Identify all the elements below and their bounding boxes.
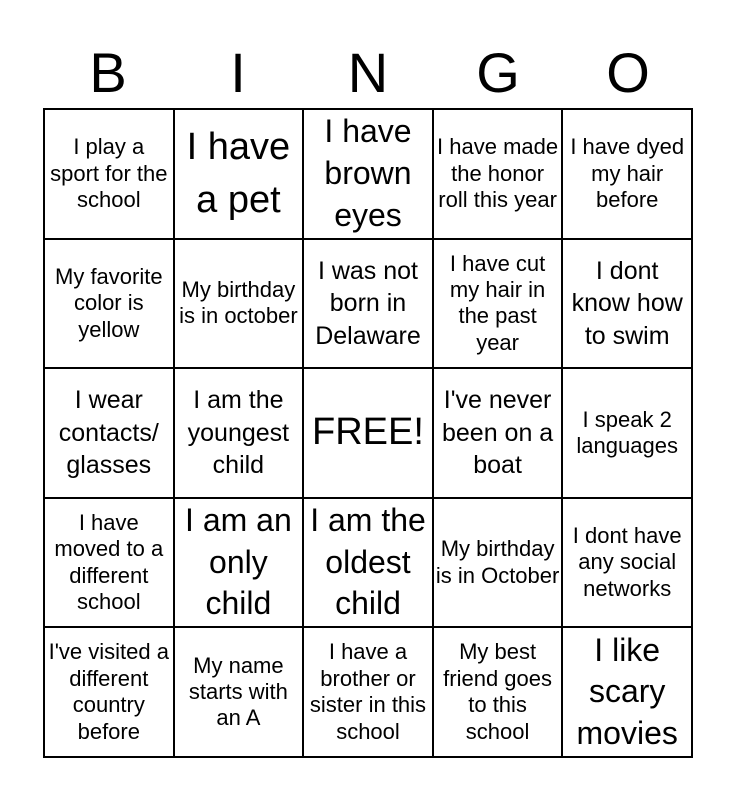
bingo-cell-r4c2[interactable] xyxy=(174,498,304,628)
bingo-cell-r5c2[interactable] xyxy=(174,627,304,757)
bingo-cell-r5c5[interactable] xyxy=(562,627,692,757)
bingo-cell-r2c3[interactable] xyxy=(303,239,433,369)
cell-text: I have a brother or sister in this school xyxy=(309,639,427,744)
bingo-cell-r1c3[interactable] xyxy=(303,109,433,239)
cell-text: I have brown eyes xyxy=(324,113,412,233)
cell-text: My favorite color is yellow xyxy=(55,263,163,342)
cell-text: My birthday is in October xyxy=(435,536,560,588)
bingo-cell-r1c4[interactable] xyxy=(433,109,563,239)
bingo-cell-r2c1[interactable] xyxy=(44,239,174,369)
cell-text: I have cut my hair in the past year xyxy=(449,250,546,355)
cell-text: I like scary movies xyxy=(576,631,678,751)
cell-text: My birthday is in october xyxy=(179,277,298,329)
bingo-cell-r2c4[interactable] xyxy=(433,239,563,369)
cell-text: I dont know how to swim xyxy=(571,256,683,350)
bingo-cell-r4c5[interactable] xyxy=(562,498,692,628)
cell-text: I am an only child xyxy=(185,502,292,622)
header-letter-b: B xyxy=(89,41,127,104)
cell-text: My best friend goes to this school xyxy=(443,639,553,744)
bingo-cell-r5c3[interactable] xyxy=(303,627,433,757)
header-letter-n: N xyxy=(347,41,389,104)
cell-text: I am the youngest child xyxy=(187,386,290,480)
bingo-cell-free[interactable] xyxy=(303,368,433,498)
header-letter-i: I xyxy=(230,41,246,104)
cell-text: I dont have any social networks xyxy=(572,523,682,601)
cell-text: FREE! xyxy=(312,411,424,454)
bingo-cell-r1c2[interactable] xyxy=(174,109,304,239)
cell-text: I speak 2 languages xyxy=(576,406,678,458)
cell-text: I have dyed my hair before xyxy=(570,134,685,212)
header-letter-g: G xyxy=(476,41,520,104)
bingo-cell-r2c2[interactable] xyxy=(174,239,304,369)
cell-text: I was not born in Delaware xyxy=(315,256,421,350)
bingo-cell-r3c1[interactable] xyxy=(44,368,174,498)
cell-text: My name starts with an A xyxy=(188,652,288,731)
cell-text: I play a sport for the school xyxy=(50,134,168,212)
cell-text: I have made the honor roll this year xyxy=(437,134,559,212)
bingo-grid xyxy=(43,108,693,758)
bingo-cell-r1c5[interactable] xyxy=(562,109,692,239)
cell-text: I wear contacts/ glasses xyxy=(58,386,159,480)
header-letter-o: O xyxy=(606,41,650,104)
bingo-cell-r4c1[interactable] xyxy=(44,498,174,628)
bingo-cell-r3c5[interactable] xyxy=(562,368,692,498)
bingo-cell-r4c4[interactable] xyxy=(433,498,563,628)
bingo-cell-r5c4[interactable] xyxy=(433,627,563,757)
cell-text: I am the oldest child xyxy=(310,502,426,622)
cell-text: I have moved to a different school xyxy=(54,509,164,614)
bingo-cell-r2c5[interactable] xyxy=(562,239,692,369)
cell-text: I have a pet xyxy=(186,125,291,221)
bingo-cell-r3c2[interactable] xyxy=(174,368,304,498)
cell-text: I've visited a different country before xyxy=(48,639,169,744)
bingo-header xyxy=(43,40,693,106)
bingo-cell-r1c1[interactable] xyxy=(44,109,174,239)
cell-text: I've never been on a boat xyxy=(441,386,554,480)
bingo-cell-r3c4[interactable] xyxy=(433,368,563,498)
bingo-cell-r4c3[interactable] xyxy=(303,498,433,628)
bingo-cell-r5c1[interactable] xyxy=(44,627,174,757)
